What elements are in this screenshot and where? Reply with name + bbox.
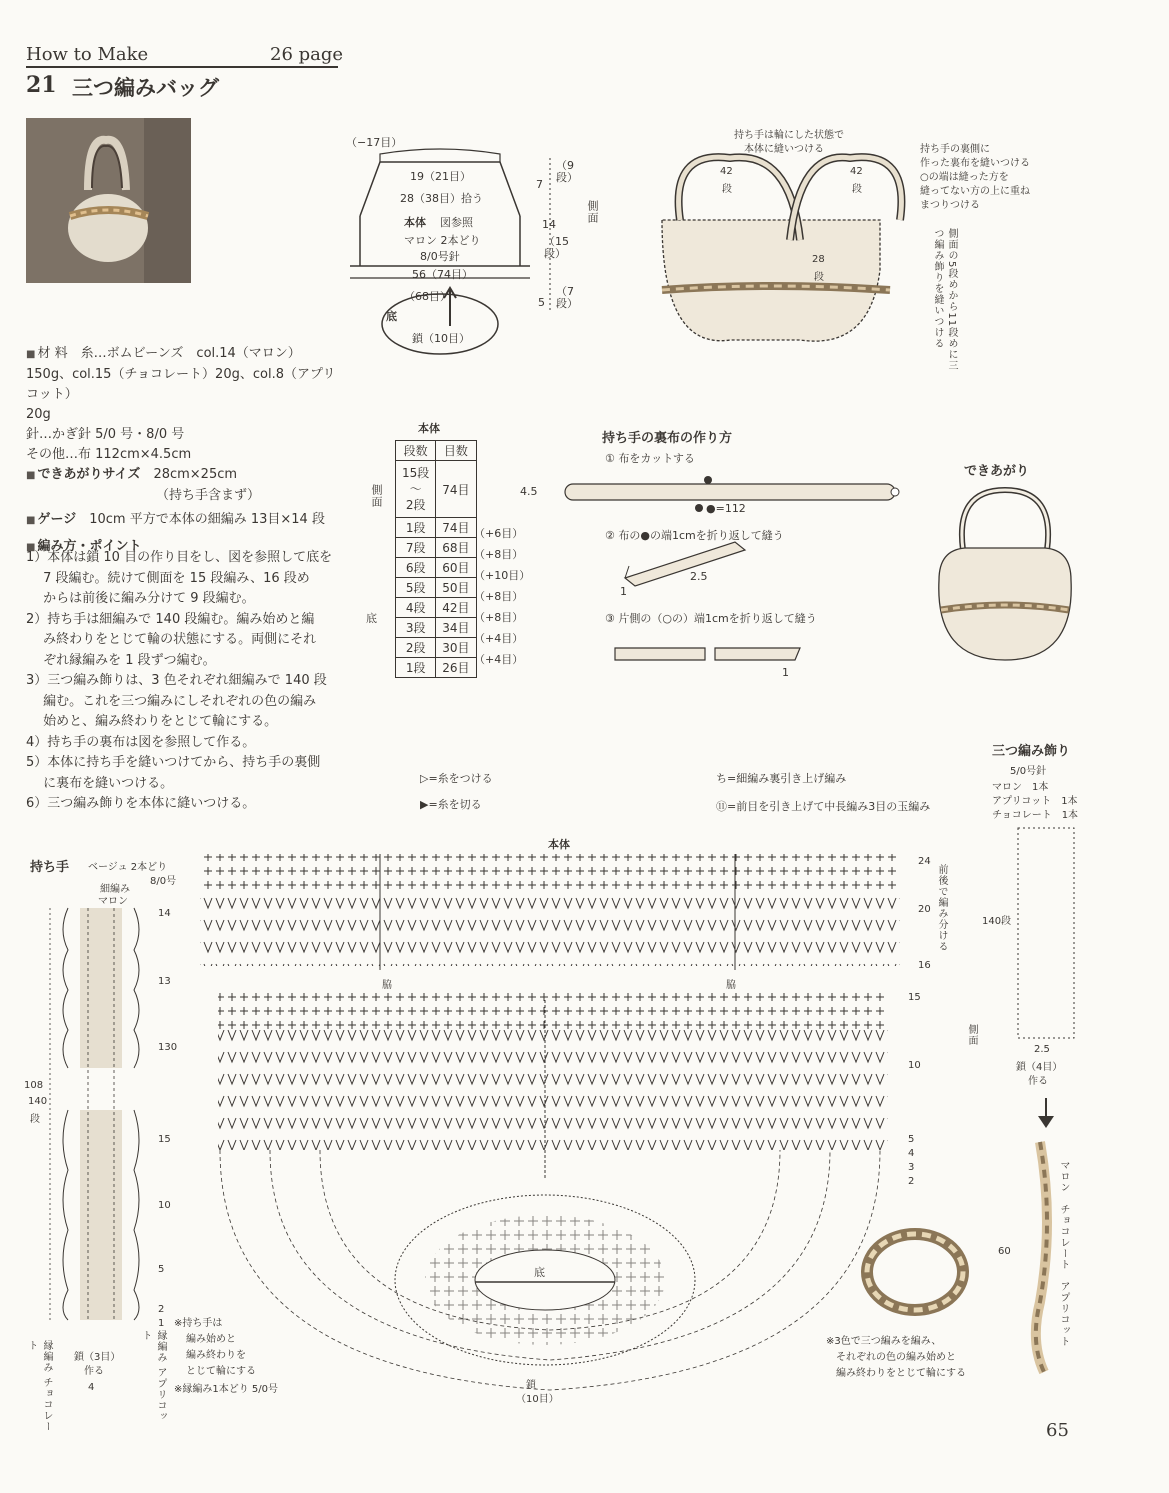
chart-row-num: 10 <box>908 1060 921 1071</box>
schematic-bottom-label: 底 <box>386 310 397 323</box>
schematic-r1: 7 <box>536 178 543 191</box>
braid-length: 60 <box>998 1246 1011 1257</box>
table-side-label: 側面 <box>370 484 383 508</box>
assembly-h3: 28 <box>812 254 825 265</box>
handle-title: 持ち手 <box>30 860 70 875</box>
braid-color1: マロン 1本 <box>992 782 1049 793</box>
materials-line2: 150g、col.15（チョコレート）20g、col.8（アプリコット） <box>26 367 336 402</box>
handle-row-num: 5 <box>158 1264 165 1275</box>
braid-chain: 鎖（4目） <box>1016 1062 1063 1073</box>
schematic-r3s: （7段） <box>556 285 578 310</box>
handle-color: マロン <box>98 896 128 907</box>
schematic-bottom-rows: （68目） <box>404 290 451 303</box>
assembly-dan: 段 <box>814 272 824 283</box>
table-cell-count: 74目 <box>436 461 476 518</box>
lining-step3: ③ 片側の（○の）端1cmを折り返して縫う <box>605 612 817 625</box>
handle-note1: ※持ち手は <box>174 1318 223 1329</box>
step-line: 4）持ち手の裏布は図を参照して作る。 <box>26 734 256 750</box>
braid-width: 2.5 <box>1034 1044 1050 1055</box>
materials-line1: ■ 材 料 糸…ボムビーンズ col.14（マロン） <box>26 344 346 365</box>
table-bottom-label: 底 <box>366 612 377 625</box>
chart-waki1: 脇 <box>382 980 392 991</box>
schematic-w1: 19（21目） <box>410 170 471 183</box>
braid-color2: アプリコット 1本 <box>992 796 1078 807</box>
handle-row-num: 14 <box>158 908 171 919</box>
table-cell-row: 1段 <box>396 518 436 538</box>
finished-bag-drawing <box>925 480 1085 670</box>
materials-needle: 針…かぎ針 5/0 号・8/0 号 <box>26 427 185 442</box>
step-line: に裏布を縫いつける。 <box>26 775 174 791</box>
materials-line3: 20g <box>26 407 51 422</box>
lining-step2: ② 布の●の端1cmを折り返して縫う <box>605 529 784 542</box>
legend-cut: =糸を切る <box>428 798 482 811</box>
handle-width: 4 <box>88 1382 95 1393</box>
chart-waki2: 脇 <box>726 980 736 991</box>
assembly-note2c: ○の端は縫った方を <box>920 172 1009 183</box>
lining-length: ●=112 <box>706 502 746 515</box>
table-cell-row: 4段 <box>396 598 436 618</box>
schematic-r2s: （15段） <box>544 235 569 260</box>
legend-bpsc: =細編み裏引き上げ編み <box>727 772 847 785</box>
handle-row-num: 130 <box>158 1042 178 1053</box>
lining-step1: ① 布をカットする <box>605 452 695 465</box>
schematic-body-ref: 図参照 <box>440 216 473 229</box>
braid-color3: チョコレート 1本 <box>992 810 1079 821</box>
assembly-note2a: 持ち手の裏側に <box>920 144 990 155</box>
gauge-label: ■ ゲージ <box>26 512 76 527</box>
braid-note1: ※3色で三つ編みを編み、 <box>826 1336 942 1347</box>
step-line: 編む。これを三つ編みにしそれぞれの色の編み <box>26 693 317 709</box>
step-line: み終わりをとじて輪の状態にする。両側にそれ <box>26 632 317 647</box>
schematic-body-label: 本体 <box>404 216 426 229</box>
handle-note3: 編み終わりを <box>186 1350 246 1361</box>
handle-dan: 段 <box>30 1114 40 1125</box>
chart-row-num: 16 <box>918 960 931 971</box>
assembly-h2: 42 <box>850 166 863 177</box>
chart-row-num: 5 <box>908 1134 915 1145</box>
table-delta: （+8目） <box>474 611 524 624</box>
chart-chain: 鎖 <box>526 1380 536 1391</box>
lining-m1: 1 <box>620 585 627 598</box>
step-line: 6）三つ編み飾りを本体に縫いつける。 <box>26 796 256 811</box>
handle-row-num: 13 <box>158 976 171 987</box>
assembly-note2e: まつりつける <box>920 200 980 211</box>
step-line: ぞれ縁編みを 1 段ずつ編む。 <box>26 652 216 668</box>
size-note: （持ち手含まず） <box>156 488 261 503</box>
table-cell-count: 30目 <box>436 638 476 658</box>
schematic-side: 側面 <box>586 200 599 224</box>
handle-note4: とじて輪にする <box>186 1366 256 1377</box>
assembly-h1: 42 <box>720 166 733 177</box>
bag-photo <box>26 118 191 283</box>
chart-row-num: 3 <box>908 1162 915 1173</box>
table-cell-row: 1段 <box>396 658 436 678</box>
assembly-side-note: 側面の5段めから11段めに三つ編み飾りを縫いつける <box>932 228 957 372</box>
chart-row-num: 15 <box>908 992 921 1003</box>
table-delta: （+10目） <box>474 569 531 582</box>
size-value: 28cm×25cm <box>153 467 238 482</box>
handle-note5: ※縁編み1本どり 5/0号 <box>174 1384 279 1395</box>
bpsc-symbol-icon: ち <box>716 772 727 785</box>
braid-hook: 5/0号針 <box>1010 766 1047 777</box>
handle-rows-b: 140 <box>28 1096 48 1107</box>
table-cell-row: 5段 <box>396 578 436 598</box>
legend-attach: =糸をつける <box>428 772 493 785</box>
step-line: 5）本体に持ち手を縫いつけてから、持ち手の裏側 <box>26 755 321 770</box>
bag-photo-image <box>26 118 191 283</box>
chart-row-num: 20 <box>918 904 931 915</box>
schematic-r2: 14 <box>542 218 556 231</box>
chart-row-num: 24 <box>918 856 931 867</box>
step-line: 2）持ち手は細編みで 140 段編む。編み始めと編 <box>26 611 315 627</box>
chart-chain-count: （10目） <box>516 1394 559 1405</box>
handle-row-num: 15 <box>158 1134 171 1145</box>
schematic-top-dec: （−17目） <box>346 136 403 149</box>
braid-note3: 編み終わりをとじて輪にする <box>836 1368 966 1379</box>
assembly-note2b: 作った裏布を縫いつける <box>920 158 1030 169</box>
title-number: 21 <box>26 72 57 98</box>
chart-split: 前後で編み分ける <box>936 864 947 952</box>
table-cell-tilde: 〜 <box>409 482 422 496</box>
handle-edge1: 縁編み チョコレート <box>26 1340 52 1433</box>
handle-hook: 8/0号 <box>150 876 177 887</box>
chart-side: 側面 <box>966 1024 977 1046</box>
size-label: ■ できあがりサイズ <box>26 467 140 482</box>
table-col2: 目数 <box>436 441 476 461</box>
header-left: How to Make <box>26 44 149 65</box>
lining-m3: 1 <box>782 666 789 679</box>
chart-title: 本体 <box>548 838 570 851</box>
table-cell-count: 34目 <box>436 618 476 638</box>
handle-make: 作る <box>84 1366 104 1377</box>
legend-puff: =前目を引き上げて中長編み3目の玉編み <box>727 800 931 813</box>
table-cell-row: 2段 <box>405 498 426 512</box>
finished-title: できあがり <box>964 464 1030 479</box>
table-cell-row: 3段 <box>396 618 436 638</box>
attach-symbol-icon: ▷ <box>420 772 429 785</box>
gauge-value: 10cm 平方で本体の細編み 13目×14 段 <box>89 512 325 527</box>
header-page: 26 page <box>270 44 344 65</box>
chart-bottom: 底 <box>534 1266 545 1279</box>
table-delta: （+4目） <box>474 632 524 645</box>
schematic-r3: 5 <box>538 296 545 309</box>
materials-other: その他…布 112cm×4.5cm <box>26 447 192 462</box>
table-title: 本体 <box>418 422 440 435</box>
puff-symbol-icon: ⑪ <box>716 800 727 813</box>
lining-drawings <box>545 470 905 670</box>
braid-note2: それぞれの色の編み始めと <box>836 1352 956 1363</box>
handle-sc: 細編み <box>100 884 130 895</box>
braid-colors: マロン チョコレート アプリコット <box>1058 1160 1069 1347</box>
lining-width: 4.5 <box>520 485 538 498</box>
table-cell-count: 68目 <box>436 538 476 558</box>
handle-stitch-chart <box>40 900 180 1350</box>
table-cell-count: 74目 <box>436 518 476 538</box>
lining-title: 持ち手の裏布の作り方 <box>602 431 733 446</box>
howto-label: ■ 編み方・ポイント <box>26 537 346 558</box>
table-col1: 段数 <box>396 441 436 461</box>
handle-rows-a: 108 <box>24 1080 44 1091</box>
step-line: 7 段編む。続けて側面を 15 段編み、16 段め <box>26 570 310 586</box>
step-line: からは前後に編み分けて 9 段編む。 <box>26 591 255 606</box>
table-cell-count: 42目 <box>436 598 476 618</box>
page-number: 65 <box>1046 1420 1069 1441</box>
handle-edge2: 縁編み アプリコット <box>140 1330 166 1423</box>
handle-row-num: 10 <box>158 1200 171 1211</box>
page-title: 三つ編みバッグ <box>72 75 219 100</box>
table-cell-row: 6段 <box>396 558 436 578</box>
braid-rows: 140段 <box>982 916 1012 927</box>
schematic-chain: 鎖（10目） <box>412 332 470 345</box>
step-line: 3）三つ編み飾りは、3 色それぞれ細編みで 140 段 <box>26 673 327 688</box>
step-line: 1）本体は鎖 10 目の作り目をし、図を参照して底を <box>26 550 333 565</box>
table-cell-count: 26目 <box>436 658 476 678</box>
handle-yarn: ベージュ 2本どり <box>88 862 168 873</box>
steps-list <box>26 548 346 815</box>
schematic-w3: 56（74目） <box>412 268 473 281</box>
schematic-r1s: （9段） <box>556 159 578 184</box>
handle-row-num: 2 <box>158 1304 165 1315</box>
table-delta: （+8目） <box>474 590 524 603</box>
rows-table <box>395 440 477 678</box>
table-cell-row: 2段 <box>396 638 436 658</box>
schematic-yarn: マロン 2本どり <box>404 234 481 247</box>
step-line: 始めと、編み終わりをとじて輪にする。 <box>26 714 278 729</box>
lining-m2: 2.5 <box>690 570 708 583</box>
handle-chain: 鎖（3目） <box>74 1352 121 1363</box>
schematic-w2: 28（38目）拾う <box>400 192 483 205</box>
table-cell-count: 60目 <box>436 558 476 578</box>
chart-row-num: 2 <box>908 1176 915 1187</box>
header-rule <box>26 66 338 68</box>
chart-row-num: 4 <box>908 1148 915 1159</box>
assembly-dan: 段 <box>722 184 732 195</box>
body-stitch-chart <box>190 850 930 1400</box>
table-delta: （+6目） <box>474 527 524 540</box>
assembly-note1a: 持ち手は輪にした状態で <box>734 130 844 141</box>
assembly-diagram <box>650 150 940 350</box>
braid-make: 作る <box>1028 1076 1048 1087</box>
assembly-note2d: 縫ってない方の上に重ね <box>920 186 1030 197</box>
braid-diagram <box>1000 822 1100 1382</box>
table-delta: （+4目） <box>474 653 524 666</box>
handle-row-num: 1 <box>158 1318 165 1329</box>
table-cell-row: 7段 <box>396 538 436 558</box>
table-cell-count: 50目 <box>436 578 476 598</box>
table-cell-row: 15段 <box>402 466 430 480</box>
schematic-hook: 8/0号針 <box>420 250 460 263</box>
cut-symbol-icon: ▶ <box>420 798 429 811</box>
braid-title: 三つ編み飾り <box>992 744 1071 759</box>
table-delta: （+8目） <box>474 548 524 561</box>
assembly-dan: 段 <box>852 184 862 195</box>
assembly-note1b: 本体に縫いつける <box>744 144 824 155</box>
handle-note2: 編み始めと <box>186 1334 236 1345</box>
